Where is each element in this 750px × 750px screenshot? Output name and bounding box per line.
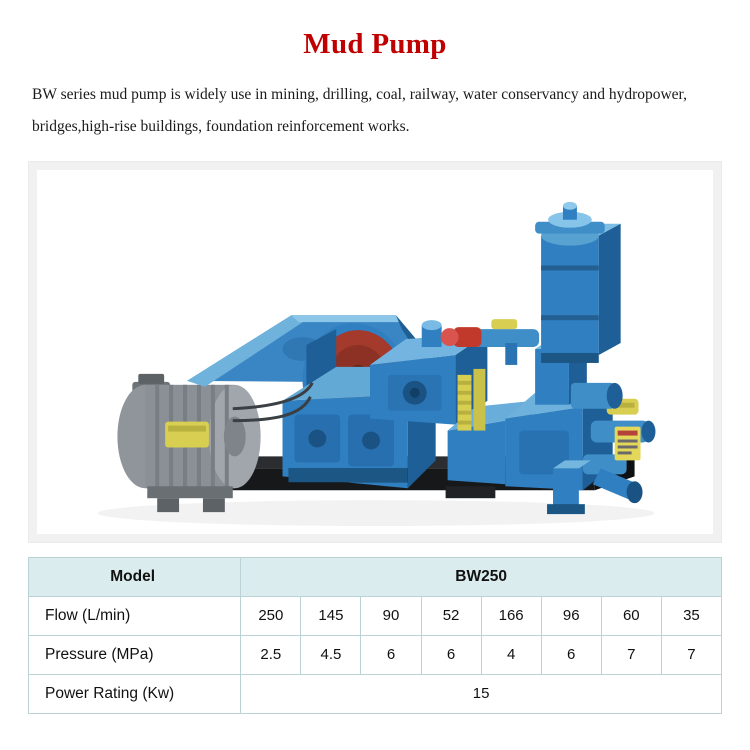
page-title: Mud Pump	[303, 28, 447, 60]
flow-value-7: 60	[601, 596, 661, 635]
pressure-value-7: 7	[601, 635, 661, 674]
pressure-value-5: 4	[481, 635, 541, 674]
warning-label	[615, 426, 641, 460]
product-image	[37, 170, 713, 534]
flow-value-6: 96	[541, 596, 601, 635]
row-label-pressure: Pressure (MPa)	[29, 635, 241, 674]
table-header-model-value: BW250	[241, 557, 722, 596]
mud-pump-illustration	[37, 170, 713, 534]
pressure-value-3: 6	[361, 635, 421, 674]
table-row	[29, 596, 722, 635]
pressure-value-8: 7	[661, 635, 721, 674]
product-description: BW series mud pump is widely use in mining, drilling, coal, railway, water conservancy and hydropower, bridges,high-rise buildings, foundation reinforcement works.	[32, 86, 687, 135]
table-row	[29, 674, 722, 713]
table-header-model: Model	[29, 557, 241, 596]
pressure-value-2: 4.5	[301, 635, 361, 674]
pressure-value-6: 6	[541, 635, 601, 674]
air-chamber	[535, 201, 621, 362]
row-label-power: Power Rating (Kw)	[29, 674, 241, 713]
pressure-value-4: 6	[421, 635, 481, 674]
table-row	[29, 557, 722, 596]
row-label-flow: Flow (L/min)	[29, 596, 241, 635]
specification-table	[28, 557, 722, 714]
flow-value-5: 166	[481, 596, 541, 635]
rear-fitting	[571, 382, 623, 408]
product-image-frame	[28, 161, 722, 543]
flow-value-8: 35	[661, 596, 721, 635]
table-row	[29, 635, 722, 674]
flow-value-2: 145	[301, 596, 361, 635]
flow-value-4: 52	[421, 596, 481, 635]
flow-value-3: 90	[361, 596, 421, 635]
pressure-value-1: 2.5	[241, 635, 301, 674]
power-value: 15	[241, 674, 722, 713]
flow-value-1: 250	[241, 596, 301, 635]
